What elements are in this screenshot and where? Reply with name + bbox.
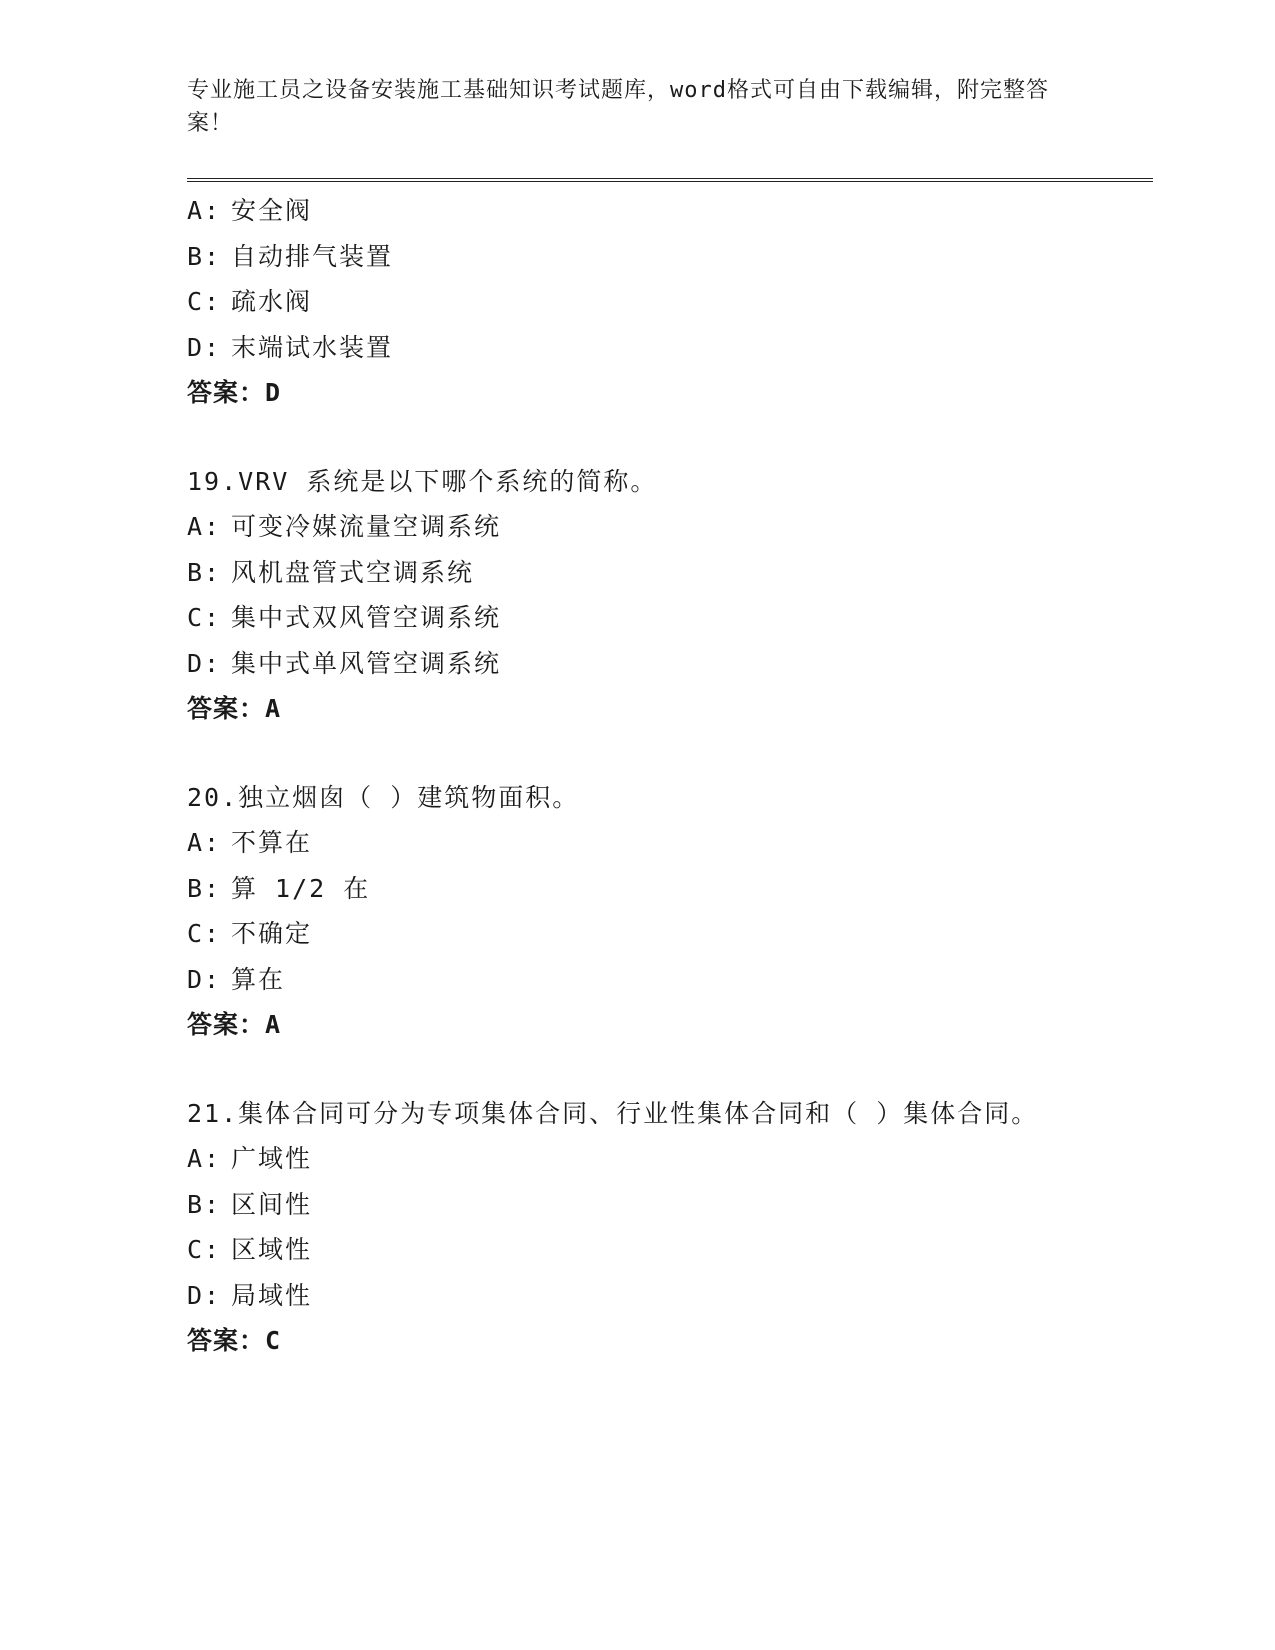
- option-letter: B:: [187, 873, 222, 903]
- option-text: 安全阀: [231, 196, 313, 225]
- option-letter: C:: [187, 603, 222, 632]
- option-text: 末端试水装置: [231, 332, 394, 362]
- option-text: 局域性: [231, 1280, 313, 1310]
- option-b: [187, 1182, 1153, 1228]
- option-a: [187, 504, 1153, 550]
- option-text: 可变冷媒流量空调系统: [231, 512, 502, 541]
- option-letter: C:: [187, 919, 222, 948]
- question-text: 20.独立烟囱（ ）建筑物面积。: [187, 783, 580, 812]
- option-a: [187, 188, 1153, 234]
- option-text: 区域性: [231, 1235, 313, 1264]
- option-a: [187, 820, 1153, 866]
- option-letter: B:: [187, 557, 222, 587]
- option-letter: B:: [187, 1189, 222, 1219]
- option-letter: C:: [187, 287, 222, 316]
- option-letter: D:: [187, 332, 222, 362]
- option-text: 广域性: [231, 1144, 313, 1173]
- question-text: 21.集体合同可分为专项集体合同、行业性集体合同和（ ）集体合同。: [187, 1099, 1039, 1128]
- option-c: [187, 595, 1153, 641]
- option-text: 算在: [231, 964, 286, 994]
- option-d: [187, 641, 1153, 687]
- question-21: [187, 1091, 1153, 1363]
- header-divider: [187, 178, 1153, 182]
- option-c: [187, 911, 1153, 957]
- option-text: 集中式双风管空调系统: [231, 603, 502, 632]
- question-text: 19.VRV 系统是以下哪个系统的简称。: [187, 467, 658, 496]
- option-a: [187, 1136, 1153, 1182]
- option-b: [187, 866, 1153, 912]
- option-d: [187, 957, 1153, 1003]
- question-20: [187, 775, 1153, 1047]
- option-text: 不确定: [231, 919, 313, 948]
- answer-value: A: [265, 694, 282, 723]
- answer-value: D: [265, 378, 282, 407]
- option-text: 风机盘管式空调系统: [231, 557, 475, 587]
- option-text: 集中式单风管空调系统: [231, 648, 502, 678]
- answer-label: 答案：: [187, 694, 266, 723]
- option-text: 不算在: [231, 828, 313, 857]
- option-letter: D:: [187, 964, 222, 994]
- option-letter: A:: [187, 512, 222, 541]
- option-text: 区间性: [231, 1189, 313, 1219]
- option-d: [187, 325, 1153, 371]
- option-c: [187, 279, 1153, 325]
- answer-label: 答案：: [187, 1326, 266, 1355]
- question-list: [187, 188, 1153, 1407]
- option-b: [187, 550, 1153, 596]
- option-letter: A:: [187, 196, 222, 225]
- answer-line: [187, 686, 1153, 731]
- option-text: 自动排气装置: [231, 241, 394, 271]
- option-text: 疏水阀: [231, 287, 313, 316]
- answer-label: 答案：: [187, 378, 266, 407]
- answer-value: C: [265, 1326, 282, 1355]
- option-d: [187, 1273, 1153, 1319]
- option-letter: A:: [187, 828, 222, 857]
- answer-label: 答案：: [187, 1010, 266, 1039]
- answer-line: [187, 1002, 1153, 1047]
- option-letter: C:: [187, 1235, 222, 1264]
- option-letter: D:: [187, 648, 222, 678]
- answer-line: [187, 1318, 1153, 1363]
- option-letter: D:: [187, 1280, 222, 1310]
- option-c: [187, 1227, 1153, 1273]
- answer-line: [187, 370, 1153, 415]
- question-19: [187, 459, 1153, 731]
- option-text: 算 1/2 在: [231, 873, 371, 903]
- page-header: 专业施工员之设备安装施工基础知识考试题库，word格式可自由下载编辑，附完整答案！: [187, 78, 1049, 136]
- option-letter: A:: [187, 1144, 222, 1173]
- option-b: [187, 234, 1153, 280]
- question-18-continued: [187, 188, 1153, 415]
- option-letter: B:: [187, 241, 222, 271]
- answer-value: A: [265, 1010, 282, 1039]
